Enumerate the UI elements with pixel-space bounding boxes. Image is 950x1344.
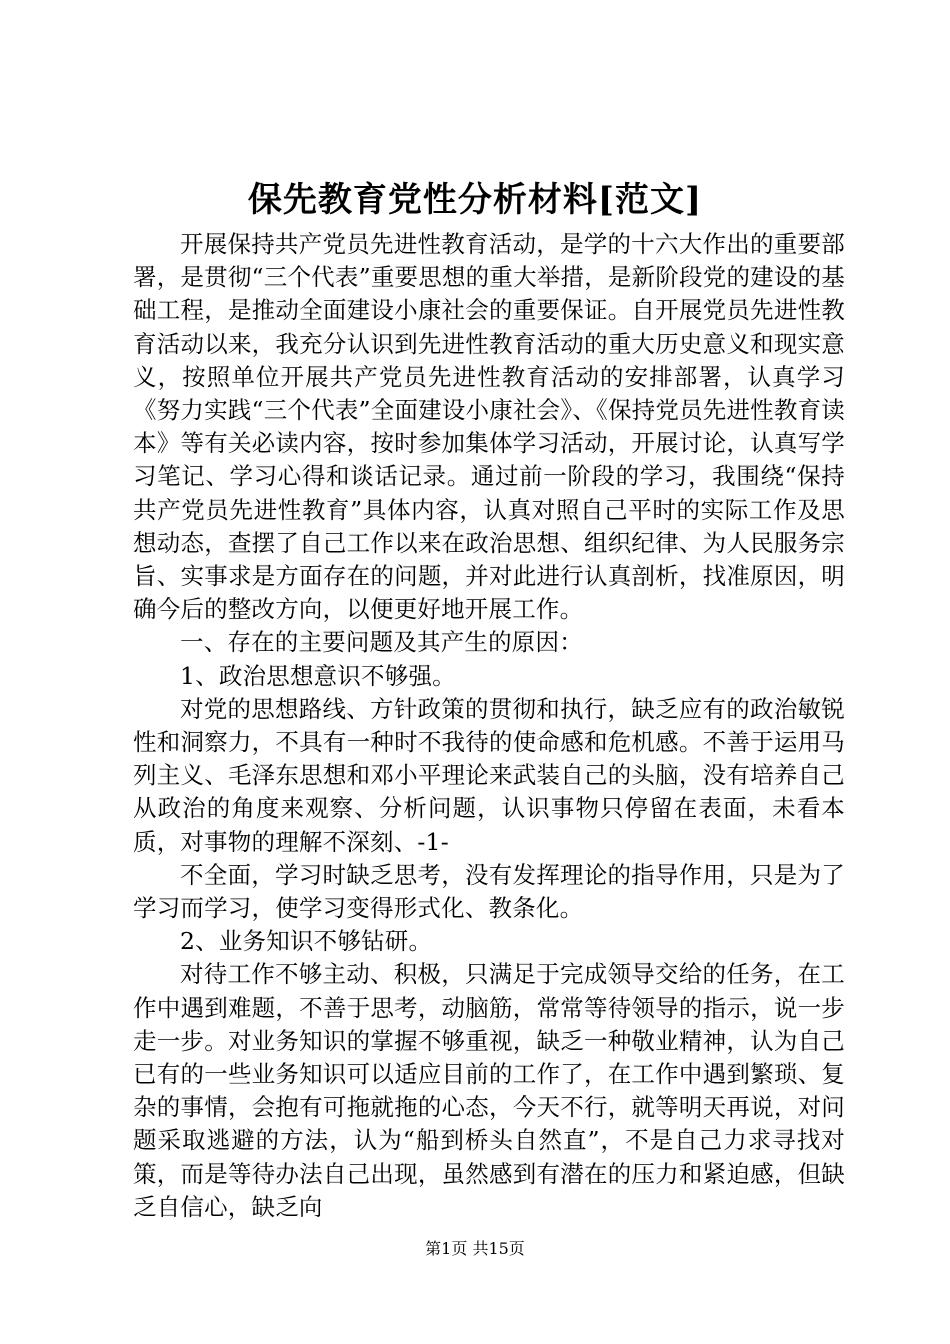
document-title: 保先教育党性分析材料[范文] (247, 180, 703, 220)
document-body (133, 228, 845, 1224)
subsection-heading-1: 1、政治思想意识不够强。 (180, 661, 456, 690)
body-paragraph: 对待工作不够主动、积极，只满足于完成领导交给的任务，在工作中遇到难题，不善于思考，动脑筋，常常等待领导的指示，说一步走一步。对业务知识的掌握不够重视，缺乏一种敬业精神，认为自己已有的一些业务知识可以适应目前的工作了，在工作中遇到繁琐、复杂的事情，会抱有可拖就拖的心态，今天不行，就等明天再说，对问题采取逃避的方法，认为“船到桥头自然直”，不是自己力求寻找对策，而是等待办法自己出现，虽然感到有潜在的压力和紧迫感，但缺乏自信心，缺乏向 (133, 960, 845, 1221)
section-heading: 一、存在的主要问题及其产生的原因： (180, 628, 583, 657)
intro-paragraph: 开展保持共产党员先进性教育活动，是学的十六大作出的重要部署，是贯彻“三个代表”重要思想的重大举措，是新阶段党的建设的基础工程，是推动全面建设小康社会的重要保证。自开展党员先进性教育活动以来，我充分认识到先进性教育活动的重大历史意义和现实意义，按照单位开展共产党员先进性教育活动的安排部署，认真学习《努力实践“三个代表”全面建设小康社会》、《保持党员先进性教育读本》等有关必读内容，按时参加集体学习活动，开展讨论，认真写学习笔记、学习心得和谈话记录。通过前一阶段的学习，我围绕“保持共产党员先进性教育”具体内容，认真对照自己平时的实际工作及思想动态，查摆了自己工作以来在政治思想、组织纪律、为人民服务宗旨、实事求是方面存在的问题，并对此进行认真剖析，找准原因，明确今后的整改方向，以便更好地开展工作。 (133, 230, 845, 624)
body-paragraph: 不全面，学习时缺乏思考，没有发挥理论的指导作用，只是为了学习而学习，使学习变得形式化、教条化。 (133, 860, 845, 923)
page-footer: 第1页 共15页 (425, 1239, 525, 1258)
body-paragraph: 对党的思想路线、方针政策的贯彻和执行，缺乏应有的政治敏锐性和洞察力，不具有一种时不我待的使命感和危机感。不善于运用马列主义、毛泽东思想和邓小平理论来武装自己的头脑，没有培养自己从政治的角度来观察、分析问题，认识事物只停留在表面，未看本质，对事物的理解不深刻、-1- (133, 694, 845, 856)
subsection-heading-2: 2、业务知识不够钻研。 (180, 927, 433, 956)
